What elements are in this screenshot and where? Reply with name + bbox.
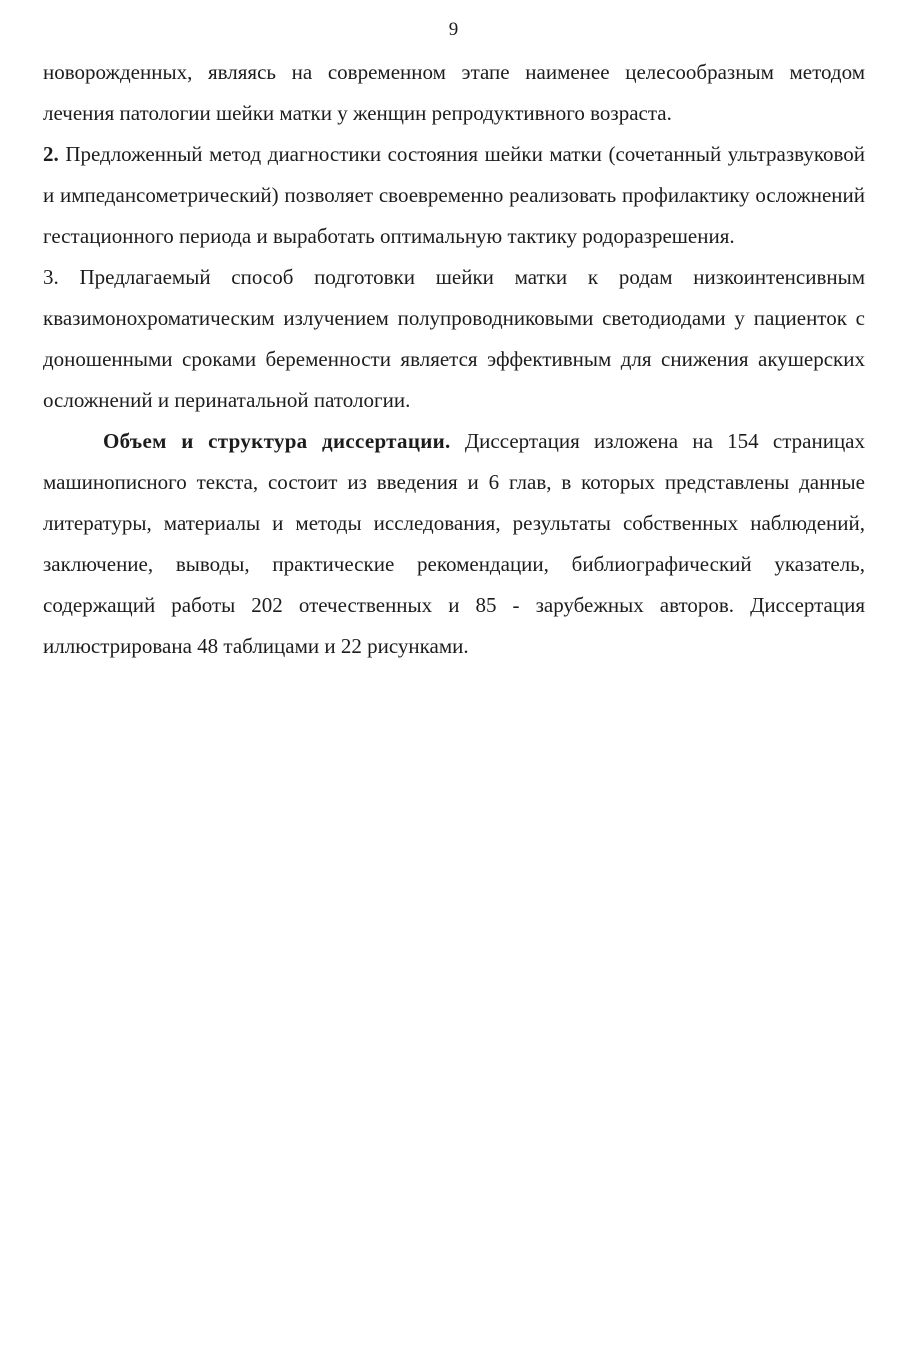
item-number: 3. (43, 265, 59, 289)
structure-paragraph (43, 421, 865, 667)
item-text: Предложенный метод диагностики состояния шейки матки (сочетанный ультразвуковой и импедансометрический) позволяет своевременно реализовать профилактику осложнений гестационного периода и выработать оптимальную тактику родоразрешения. (43, 142, 865, 248)
body-text (43, 52, 865, 667)
page-number: 9 (448, 19, 459, 40)
item-number: 2. (43, 142, 59, 166)
section-title: Объем и структура диссертации. (103, 429, 451, 453)
paragraph-continuation (43, 52, 865, 134)
item-text: Предлагаемый способ подготовки шейки матки к родам низкоинтенсивным квазимонохроматическим излучением полупроводниковыми светодиодами у пациенток с доношенными сроками беременности является эффективным для снижения акушерских осложнений и перинатальной патологии. (43, 265, 865, 412)
section-text: Диссертация изложена на 154 страницах машинописного текста, состоит из введения и 6 глав, в которых представлены данные литературы, материалы и методы исследования, результаты собственных наблюдений, заключение, выводы, практические рекомендации, библиографический указатель, содержащий работы 202 отечественных и 85 - зарубежных авторов. Диссертация иллюстрирована 48 таблицами и 22 рисунками. (43, 429, 866, 658)
conclusion-item-3 (43, 257, 865, 421)
paragraph-text: новорожденных, являясь на современном этапе наименее целесообразным методом лечения патологии шейки матки у женщин репродуктивного возраста. (43, 60, 865, 125)
conclusion-item-2 (43, 134, 865, 257)
